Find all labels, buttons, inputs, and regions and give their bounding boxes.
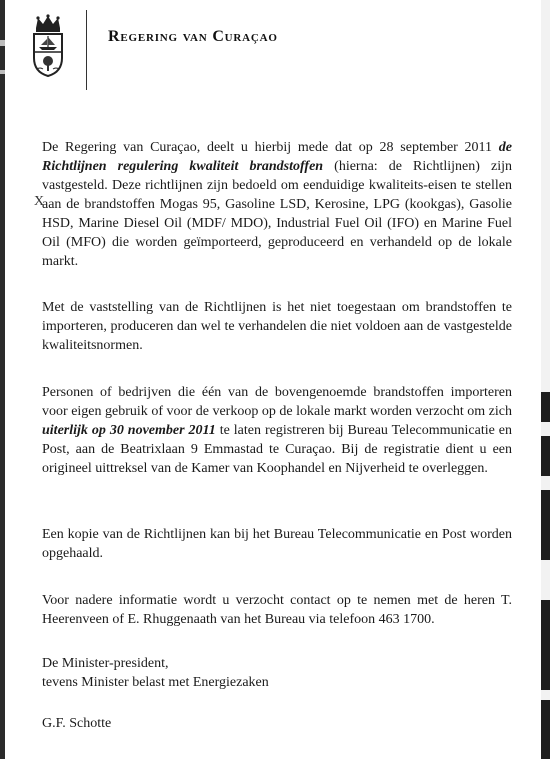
paragraph-text: te laten registreren bij Bureau Telecommunicatie en Post, aan de Beatrixlaan 9 Emmastad te Curaçao. Bij de registratie dient u een origineel uittreksel van de Kamer van Koophandel en Nijverheid te overleggen.: [42, 423, 513, 476]
scan-edge-left: [0, 0, 5, 759]
paragraph-text: De Regering van Curaçao, deelt u hierbij mede dat op 28 september 2011: [42, 140, 499, 155]
scan-edge-mark: [541, 700, 550, 759]
paragraph-contact-info: Voor nadere informatie wordt u verzocht contact op te nemen met de heren T. Heerenveen of E. Rhuggenaath van het Bureau via telefoon 463 1700.: [42, 593, 512, 627]
signatory-title: De Minister-president,: [42, 656, 169, 671]
scan-edge-gap: [0, 70, 5, 74]
paragraph-announcement: [42, 138, 512, 271]
emphasized-deadline: uiterlijk op 30 november 2011: [42, 423, 216, 438]
scan-edge-mark: [541, 436, 550, 476]
handwritten-margin-mark: X: [34, 194, 45, 209]
header-divider: [86, 10, 87, 90]
signatory-name: G.F. Schotte: [42, 716, 112, 731]
scan-edge-mark: [541, 392, 550, 422]
signatory-role: tevens Minister belast met Energiezaken: [42, 675, 269, 690]
paragraph-text: (hierna: de Richtlijnen) zijn vastgesteld. Deze richtlijnen zijn bedoeld om eenduidige kwaliteits-eisen te stellen aan de brandstoffen Mogas 95, Gasoline LSD, Kerosine, LPG (kookgas), Gasolie HSD, Marine Diesel Oil (MDF/ MDO), Industrial Fuel Oil (IFO) en Marine Fuel Oil (MFO) die worden geïmporteerd, geproduceerd en verhandeld op de lokale markt.: [42, 159, 512, 269]
scan-edge-mark: [541, 600, 550, 690]
coat-of-arms-logo: [28, 14, 68, 78]
scan-edge-mark: [541, 490, 550, 560]
scan-edge-gap: [0, 40, 5, 46]
paragraph-copy-availability: Een kopie van de Richtlijnen kan bij het Bureau Telecommunicatie en Post worden opgehaald.: [42, 527, 512, 561]
emphasized-document-title: de Richtlijnen regulering kwaliteit brandstoffen: [42, 140, 512, 174]
paragraph-prohibition: Met de vaststelling van de Richtlijnen is het niet toegestaan om brandstoffen te importeren, produceren dan wel te verhandelen die niet voldoen aan de vastgestelde kwaliteitsnormen.: [42, 300, 512, 353]
paragraph-registration: [42, 383, 512, 478]
letterhead-title: Regering van Curaçao: [108, 28, 278, 45]
paragraph-text: Personen of bedrijven die één van de bovengenoemde brandstoffen importeren voor eigen gebruik of voor de verkoop op de lokale markt worden verzocht om zich: [42, 385, 512, 419]
signature-block: [42, 654, 512, 692]
